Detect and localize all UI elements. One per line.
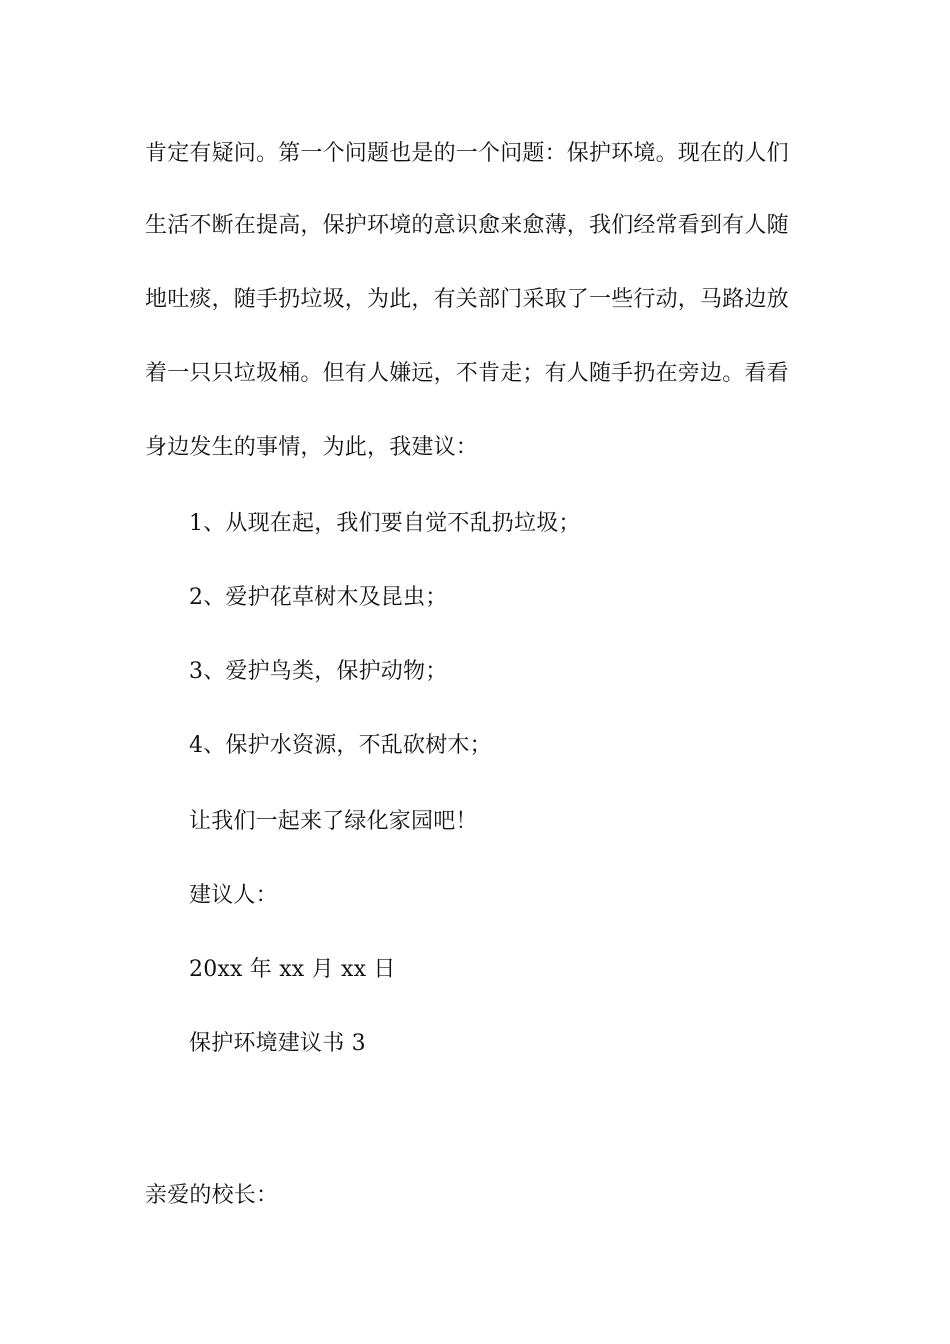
paragraph-line: 地吐痰，随手扔垃圾，为此，有关部门采取了一些行动，马路边放 (145, 287, 789, 312)
paragraph-line: 肯定有疑问。第一个问题也是的一个问题：保护环境。现在的人们 (145, 141, 789, 166)
date-line: 20xx 年 xx 月 xx 日 (189, 957, 396, 982)
suggestion-item: 3、爱护鸟类，保护动物； (189, 659, 448, 684)
section-title: 保护环境建议书 3 (189, 1031, 366, 1056)
suggestion-item: 1、从现在起，我们要自觉不乱扔垃圾； (189, 511, 581, 536)
salutation: 亲爱的校长： (145, 1183, 279, 1208)
paragraph-line: 着一只只垃圾桶。但有人嫌远，不肯走；有人随手扔在旁边。看看 (145, 361, 789, 386)
signer-label: 建议人： (189, 883, 278, 908)
suggestion-item: 4、保护水资源，不乱砍树木； (189, 733, 492, 758)
paragraph-line: 身边发生的事情，为此，我建议： (145, 435, 479, 460)
suggestion-item: 2、爱护花草树木及昆虫； (189, 585, 448, 610)
paragraph-line: 生活不断在提高，保护环境的意识愈来愈薄，我们经常看到有人随 (145, 213, 789, 238)
closing-line: 让我们一起来了绿化家园吧！ (189, 809, 478, 834)
